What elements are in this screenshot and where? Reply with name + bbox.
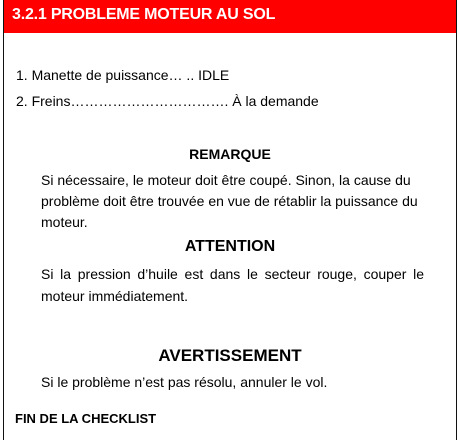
- avertissement-text: Si le problème n’est pas résolu, annuler le vol.: [41, 374, 328, 390]
- checklist-item-throttle: 1. Manette de puissance… .. IDLE: [16, 67, 230, 83]
- section-header: [4, 0, 456, 33]
- remarque-heading: REMARQUE: [189, 146, 271, 162]
- attention-heading: ATTENTION: [184, 238, 276, 255]
- remarque-text: Si nécessaire, le moteur doit être coupé. Sinon, la cause du problème doit être trouvée en vue de rétablir la puissance du moteur.: [41, 172, 418, 230]
- checklist-item-brakes: 2. Freins……………………………. À la demande: [16, 93, 319, 109]
- avertissement-heading: AVERTISSEMENT: [158, 346, 302, 365]
- end-of-checklist: FIN DE LA CHECKLIST: [15, 411, 157, 426]
- checklist-card: [3, 0, 457, 440]
- attention-text: Si la pression d’huile est dans le secteur rouge, couper le moteur immédiatement.: [41, 266, 424, 304]
- section-title: 3.2.1 PROBLEME MOTEUR AU SOL: [12, 6, 276, 23]
- checklist-items: [16, 62, 319, 114]
